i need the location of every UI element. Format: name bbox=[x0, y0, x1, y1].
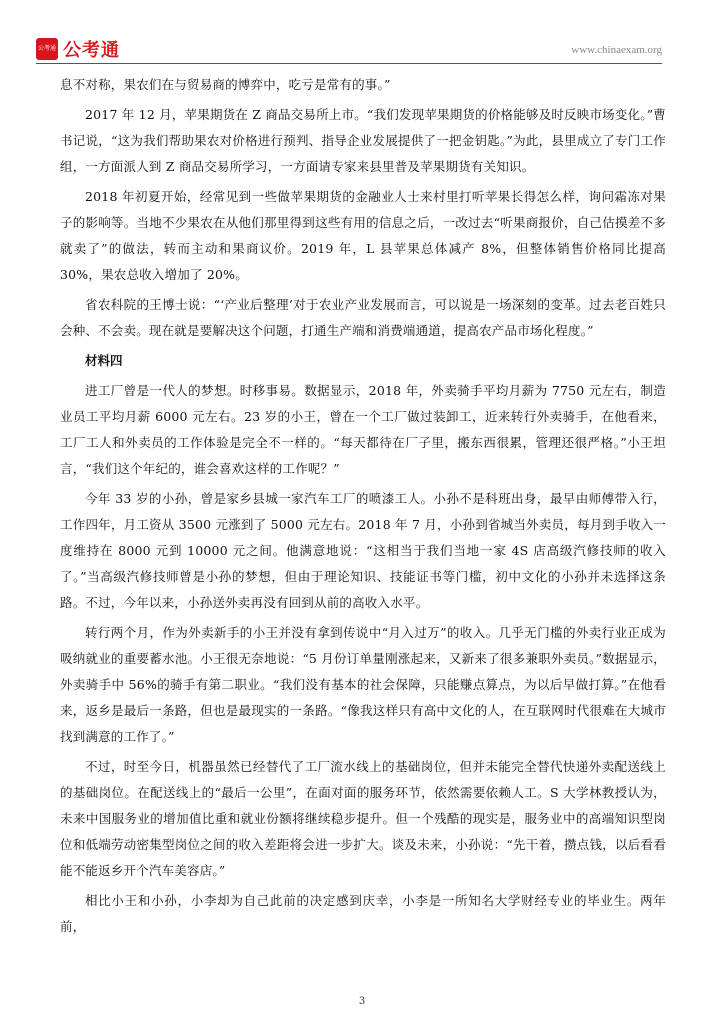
site-url[interactable]: www.chinaexam.org bbox=[571, 44, 662, 56]
paragraph-2: 2017 年 12 月，苹果期货在 Z 商品交易所上市。“我们发现苹果期货的价格能够及时反映市场变化。”曹书记说，“这为我们帮助果农对价格进行预判、指导企业发展提供了一把金钥匙。”为此，县里成立了专门工作组，一方面派人到 Z 商品交易所学习，一方面请专家来县里普及苹果期货有关知识。 bbox=[60, 107, 666, 174]
document-body bbox=[60, 72, 666, 944]
paragraph-5: 进工厂曾是一代人的梦想。时移事易。数据显示，2018 年，外卖骑手平均月薪为 7750 元左右，制造业员工平均月薪 6000 元左右。23 岁的小王，曾在一个工厂做过装卸工，近来转行外卖骑手，在他看来，工厂工人和外卖员的工作体验是完全不一样的。“每天都待在厂子里，搬东西很累，管理还很严格。”小王坦言，“我们这个年纪的，谁会喜欢这样的工作呢？” bbox=[60, 383, 666, 476]
paragraph-6: 今年 33 岁的小孙，曾是家乡县城一家汽车工厂的喷漆工人。小孙不是科班出身，最早由师傅带入行，工作四年，月工资从 3500 元涨到了 5000 元左右。2018 年 7 月，小孙到省城当外卖员，每月到手收入一度维持在 8000 元到 10000 元之间。他满意地说：“这相当于我们当地一家 4S 店高级汽修技师的收入了。”当高级汽修技师曾是小孙的梦想，但由于理论知识、技能证书等门槛，初中文化的小孙并未选择这条路。不过，今年以来，小孙送外卖再没有回到从前的高收入水平。 bbox=[60, 491, 666, 610]
brand-logo[interactable] bbox=[36, 36, 120, 62]
paragraph-3: 2018 年初夏开始，经常见到一些做苹果期货的金融业人士来村里打听苹果长得怎么样，询问霜冻对果子的影响等。当地不少果农在从他们那里得到这些有用的信息之后，一改过去“听果商报价，自己估摸差不多就卖了”的做法，转而主动和果商议价。2019 年，L 县苹果总体减产 8%，但整体销售价格同比提高 30%，果农总收入增加了 20%。 bbox=[60, 189, 666, 282]
logo-text: 公考通 bbox=[63, 40, 120, 61]
page-header bbox=[36, 30, 662, 64]
header-divider bbox=[36, 63, 662, 64]
paragraph-4: 省农科院的王博士说：“‘产业后整理’对于农业产业发展而言，可以说是一场深刻的变革。过去老百姓只会种、不会卖。现在就是要解决这个问题，打通生产端和消费端通道，提高农产品市场化程度。” bbox=[60, 297, 666, 338]
logo-badge-icon: 公考通 bbox=[36, 38, 58, 60]
section-heading: 材料四 bbox=[85, 353, 123, 368]
paragraph-7: 转行两个月，作为外卖新手的小王并没有拿到传说中“月入过万”的收入。几乎无门槛的外卖行业正成为吸纳就业的重要蓄水池。小王很无奈地说：“5 月份订单量刚涨起来，又新来了很多兼职外卖员。”数据显示，外卖骑手中 56%的骑手有第二职业。“我们没有基本的社会保障，只能赚点算点，为以后早做打算。”在他看来，返乡是最后一条路，但也是最现实的一条路。“像我这样只有高中文化的人，在互联网时代很难在大城市找到满意的工作了。” bbox=[60, 625, 666, 744]
paragraph-9: 相比小王和小孙，小李却为自己此前的决定感到庆幸，小李是一所知名大学财经专业的毕业生。两年前， bbox=[60, 893, 666, 934]
page-number: 3 bbox=[358, 996, 366, 1007]
paragraph-1: 息不对称，果农们在与贸易商的博弈中，吃亏是常有的事。” bbox=[60, 77, 391, 92]
paragraph-8: 不过，时至今日，机器虽然已经替代了工厂流水线上的基础岗位，但并未能完全替代快递外卖配送线上的基础岗位。在配送线上的“最后一公里”，在面对面的服务环节，依然需要依赖人工。S 大学林教授认为，未来中国服务业的增加值比重和就业份额将继续稳步提升。但一个残酷的现实是，服务业中的高端知识型岗位和低端劳动密集型岗位之间的收入差距将会进一步扩大。谈及未来，小孙说：“先干着，攒点钱，以后看看能不能返乡开个汽车美容店。” bbox=[60, 759, 666, 878]
